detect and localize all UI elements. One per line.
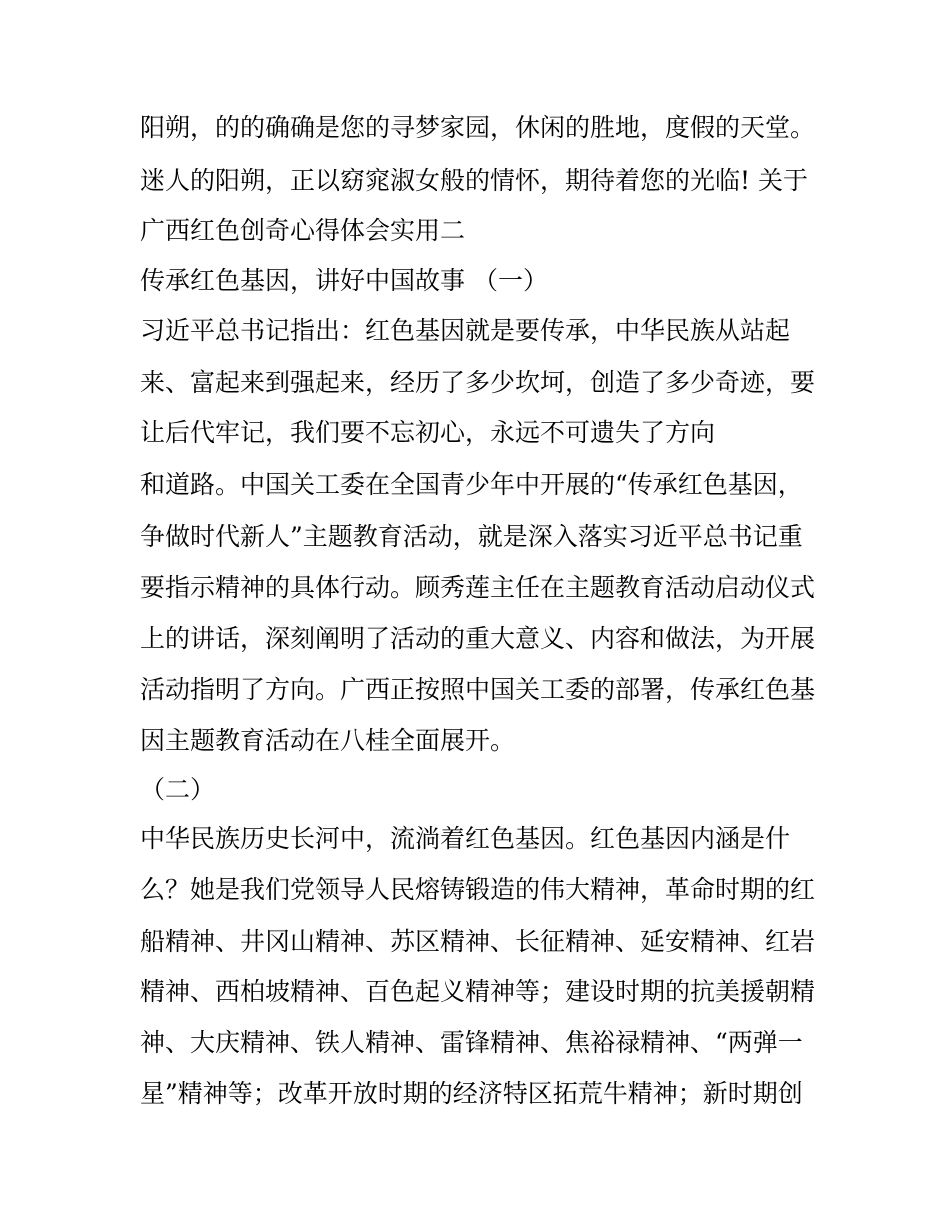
text-line-12: 活动指明了方向。广西正按照中国关工委的部署，传承红色基 [140,675,816,704]
text-line-18: 精神、西柏坡精神、百色起义精神等；建设时期的抗美援朝精 [140,977,816,1006]
text-line-17: 船精神、井冈山精神、苏区精神、长征精神、延安精神、红岩 [140,927,816,956]
text-line-5: 习近平总书记指出：红色基因就是要传承，中华民族从站起 [140,316,791,345]
text-line-3: 广西红色创奇心得体会实用二 [140,216,466,245]
subsection-marker: （二） [140,775,216,804]
text-line-20: 星”精神等；改革开放时期的经济特区拓荒牛精神；新时期创 [140,1079,803,1108]
text-line-9: 争做时代新人”主题教育活动，就是深入落实习近平总书记重 [140,522,803,551]
text-line-8: 和道路。中国关工委在全国青少年中开展的“传承红色基因， [140,470,803,499]
text-line-10: 要指示精神的具体行动。顾秀莲主任在主题教育活动启动仪式 [140,573,816,602]
section-heading: 传承红色基因，讲好中国故事 （一） [140,266,548,295]
text-line-19: 神、大庆精神、铁人精神、雷锋精神、焦裕禄精神、“两弹一 [140,1028,803,1057]
text-line-6: 来、富起来到强起来，经历了多少坎坷，创造了多少奇迹，要 [140,368,816,397]
text-line-1: 阳朔，的的确确是您的寻梦家园，休闲的胜地，度假的天堂。 [140,113,816,142]
text-line-7: 让后代牢记，我们要不忘初心，永远不可遗失了方向 [140,418,716,447]
text-line-15: 中华民族历史长河中，流淌着红色基因。红色基因内涵是什 [140,824,791,853]
text-line-16: 么？她是我们党领导人民熔铸锻造的伟大精神，革命时期的红 [140,875,816,904]
text-line-2: 迷人的阳朔，正以窈窕淑女般的情怀，期待着您的光临! 关于 [140,166,808,195]
text-line-11: 上的讲话，深刻阐明了活动的重大意义、内容和做法，为开展 [140,624,816,653]
text-line-13: 因主题教育活动在八桂全面展开。 [140,726,516,755]
